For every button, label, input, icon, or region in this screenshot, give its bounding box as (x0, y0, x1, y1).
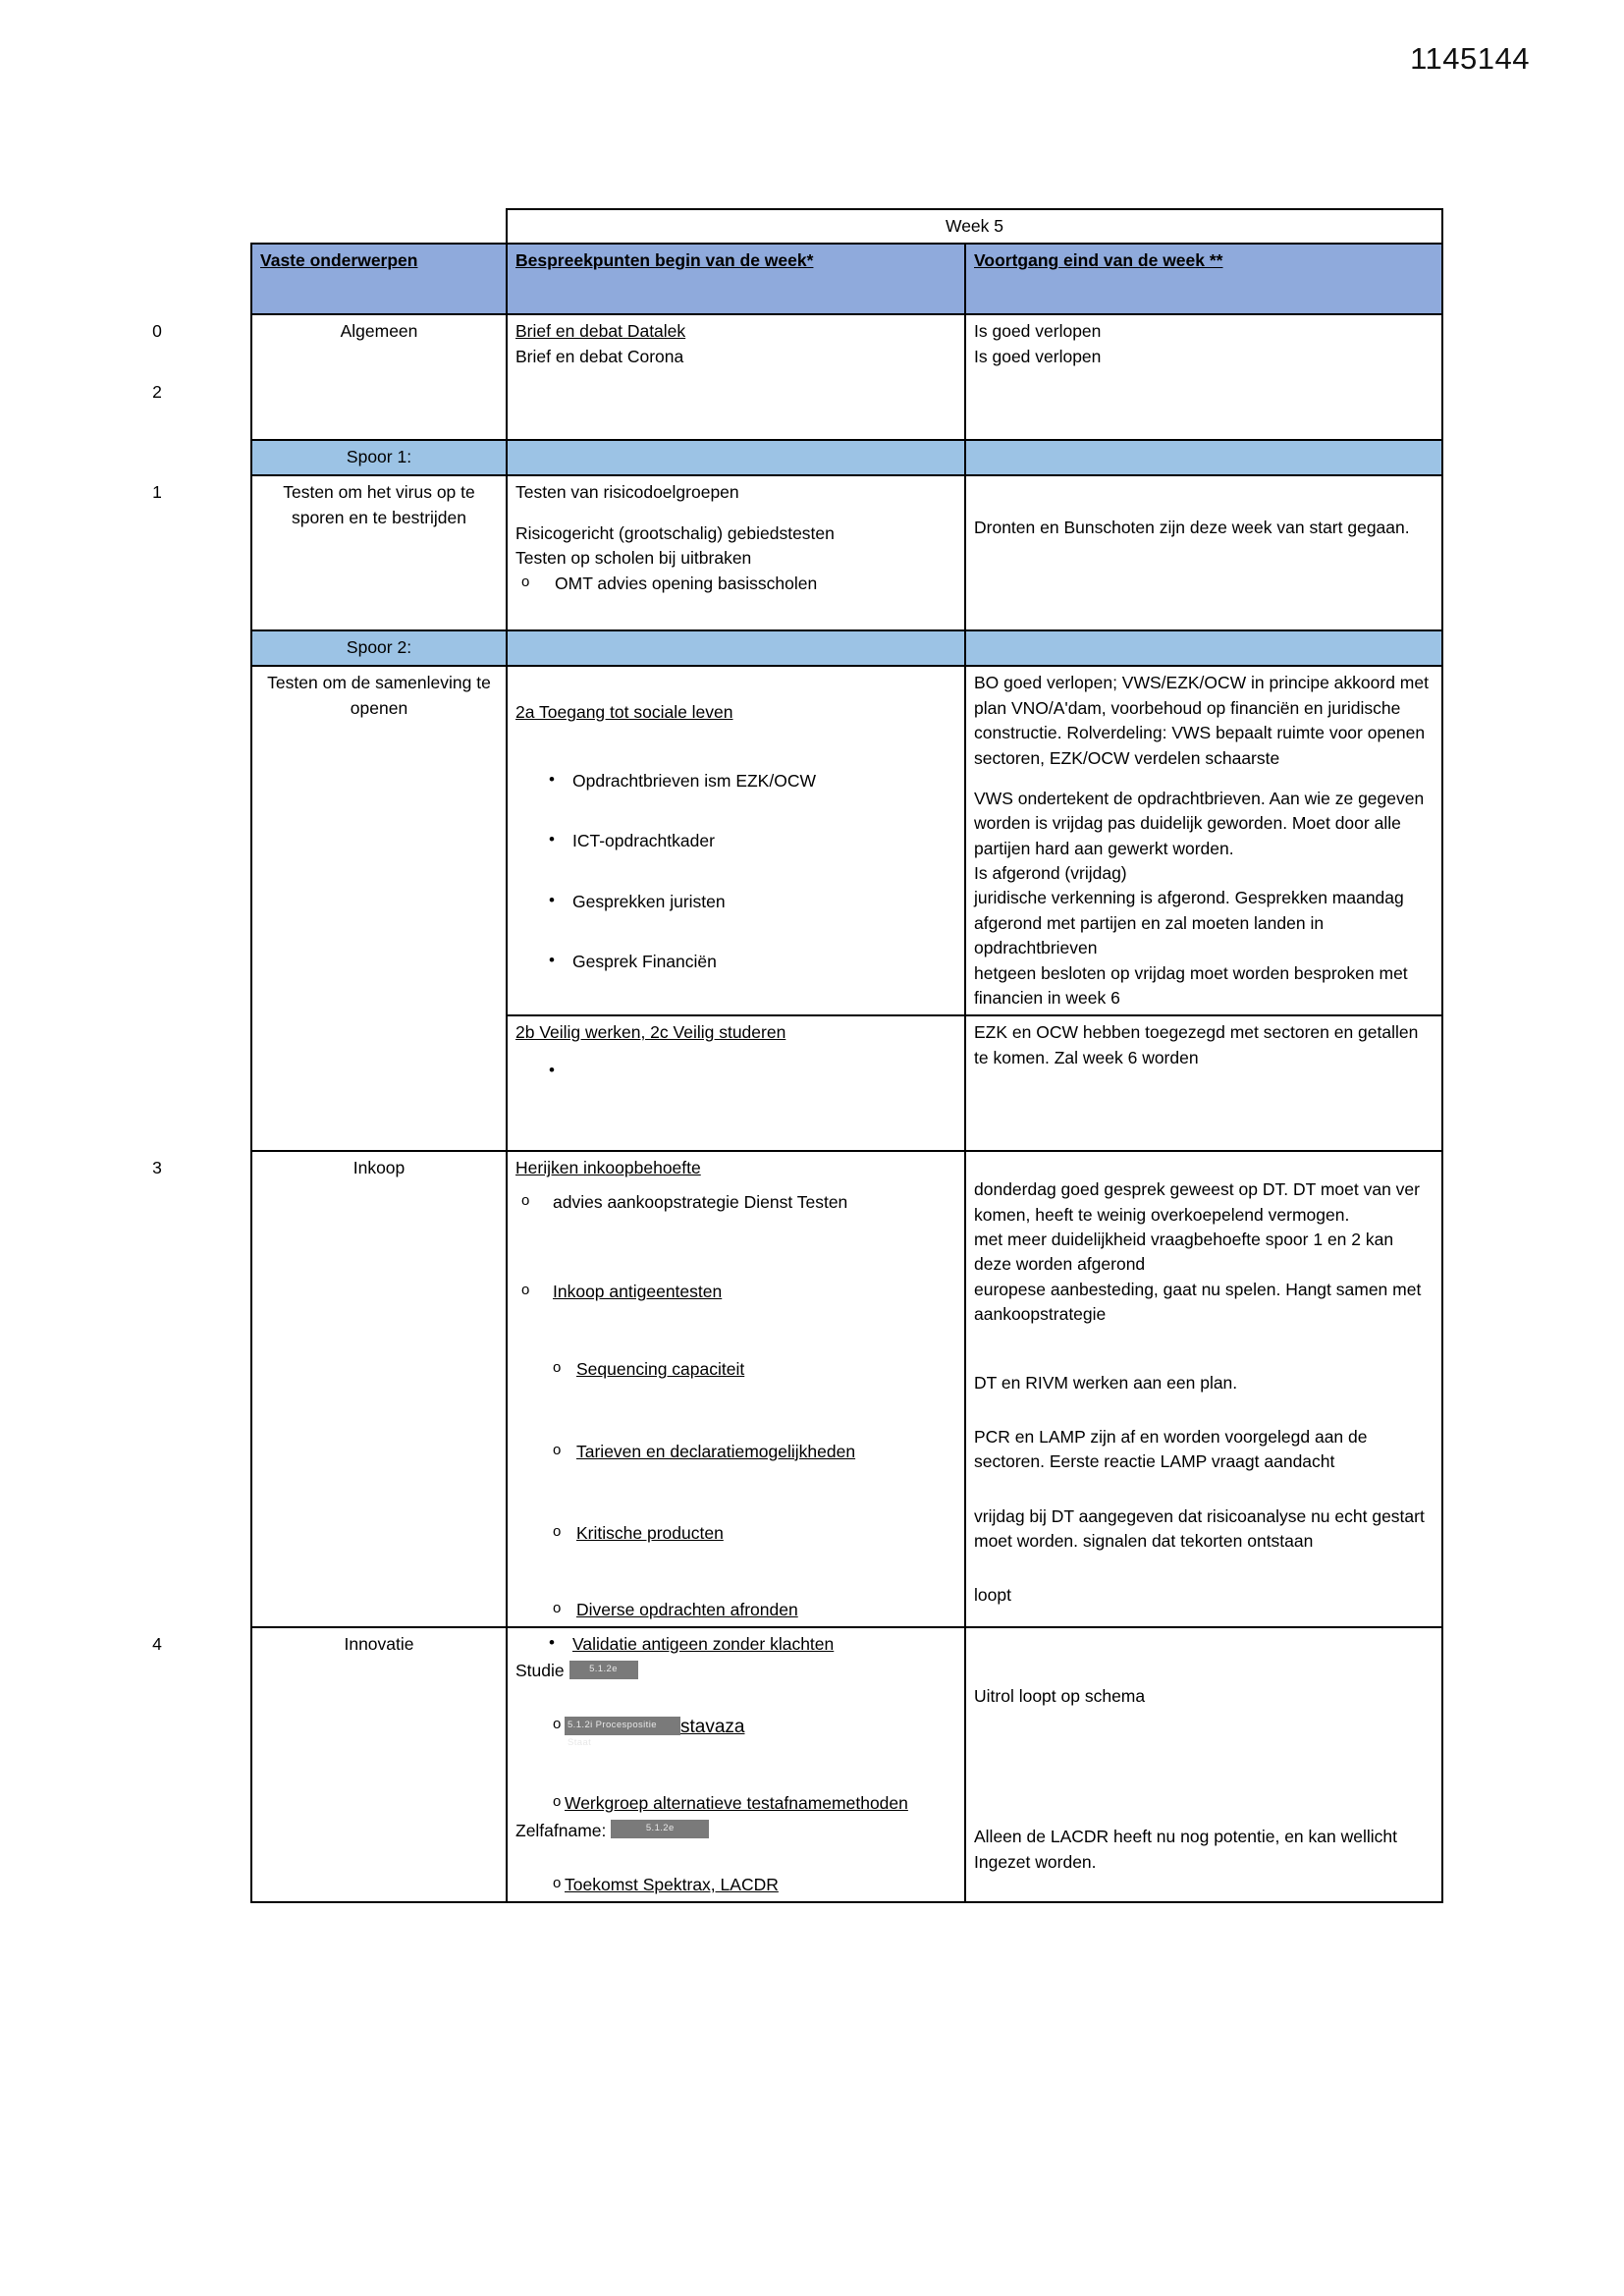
row-2a-bullet-1: ICT-opdrachtkader (572, 831, 715, 851)
row-3-progress-gap4 (974, 1554, 1434, 1583)
row-2b-discussion-cell (507, 1015, 965, 1151)
row-3-list-top (515, 1190, 956, 1305)
row-3-heading: Herijken inkoopbehoefte (515, 1158, 701, 1178)
row-3-item4: Tarieven en declaratiemogelijkheden (576, 1441, 856, 1461)
row-4-studie-label: Studie (515, 1661, 565, 1681)
row-4-progress-p1: Uitrol loopt op schema (974, 1685, 1146, 1706)
row-4-item3: Werkgroep alternatieve testafnamemethoden (565, 1793, 908, 1814)
row-4-bullet1: Validatie antigeen zonder klachten (572, 1633, 835, 1654)
list-item (515, 1714, 956, 1748)
row-1-number: 1 (152, 482, 162, 503)
row-3-progress-p1: donderdag goed gesprek geweest op DT. DT moet van ver komen, heeft te weinig overkoepelend vermogen. (974, 1179, 1420, 1225)
row-3-progress-gap2 (974, 1395, 1434, 1425)
row-0-subject-label: Algemeen (340, 321, 418, 342)
redaction-box-studie: 5.1.2e (569, 1661, 638, 1679)
row-2-number: 2 (152, 382, 162, 402)
row-4-progress-gap0 (974, 1632, 1434, 1675)
row-0-progress-cell (965, 314, 1442, 440)
row-1-subject-label: Testen om het virus op te sporen en te bestrijden (283, 482, 475, 527)
separator-spoor-2-mid (507, 630, 965, 666)
row-3-item3: Sequencing capaciteit (576, 1359, 745, 1380)
row-2a-progress-cell (965, 666, 1442, 1015)
row-2a-discussion-cell (507, 666, 965, 1015)
row-2b-progress-cell (965, 1015, 1442, 1151)
row-4-item2: stavaza (680, 1716, 745, 1737)
table-row-spoor2-a (251, 666, 1442, 1015)
row-2b-heading: 2b Veilig werken, 2c Veilig studeren (515, 1022, 786, 1043)
row-2a-progress-p1: BO goed verlopen; VWS/EZK/OCW in principe akkoord met plan VNO/A'dam, voorbehoud op financiën en juridische constructie. Rolverdeling: VWS bepaalt ruimte voor openen sectoren, EZK/OCW verdelen schaarste (974, 673, 1429, 768)
separator-row-spoor-2 (251, 630, 1442, 666)
header-voortgang (965, 244, 1442, 314)
row-0-subject-cell (152, 314, 507, 440)
row-4-subject-label: Innovatie (344, 1633, 414, 1654)
row-2-subject-label: Testen om de samenleving te openen (267, 673, 491, 718)
separator-row-spoor-1 (251, 440, 1442, 475)
row-3-progress-p3: europese aanbesteding, gaat nu spelen. Hangt samen met aankoopstrategie (974, 1279, 1422, 1325)
row-2a-progress-p2: VWS ondertekent de opdrachtbrieven. Aan wie ze gegeven worden is vrijdag pas duidelijk geworden. Moet door alle partijen hard aan gewerkt worden. (974, 788, 1425, 858)
list-item (515, 1190, 956, 1215)
list-item (515, 769, 956, 793)
row-3-progress-p6: vrijdag bij DT aangegeven dat risicoanalyse nu echt gestart moet worden. signalen dat tekorten ontstaan (974, 1505, 1425, 1551)
row-4-gap1 (515, 1684, 956, 1714)
row-4-progress-gap1b (974, 1752, 1434, 1795)
row-3-gap0 (515, 1181, 956, 1190)
list-item (515, 1598, 956, 1622)
row-1-bullet1-label: OMT advies opening basisscholen (555, 573, 818, 593)
row-4-list-2 (515, 1873, 956, 1897)
row-4-progress-gap1c (974, 1795, 1434, 1825)
row-3-discussion-cell (507, 1151, 965, 1627)
row-0-discussion-line2: Brief en debat Corona (515, 346, 684, 366)
row-1-discussion-line2: Risicogericht (grootschalig) gebiedstesten (515, 522, 835, 543)
redaction-box-zelfafname: 5.1.2e (611, 1820, 709, 1838)
row-3-progress-p2: met meer duidelijkheid vraagbehoefte spoor 1 en 2 kan deze worden afgerond (974, 1230, 1394, 1275)
row-1-gap (515, 506, 956, 521)
row-3-subject-label: Inkoop (352, 1158, 406, 1178)
row-3-progress-p5: PCR en LAMP zijn af en worden voorgelegd aan de sectoren. Eerste reactie LAMP vraagt aandacht (974, 1426, 1368, 1472)
row-3-progress-gap1 (974, 1328, 1434, 1371)
separator-spoor-2-label: Spoor 2: (251, 630, 507, 666)
row-0-progress-line2: Is goed verlopen (974, 346, 1102, 366)
list-item (515, 1357, 956, 1382)
row-1-discussion-line3: Testen op scholen bij uitbraken (515, 548, 752, 569)
row-3-item6: Diverse opdrachten afronden (576, 1599, 798, 1619)
list-item (515, 890, 956, 914)
table-row-algemeen (251, 314, 1442, 440)
row-0-progress-line1: Is goed verlopen (974, 321, 1102, 342)
list-item (515, 1632, 956, 1657)
row-4-number: 4 (152, 1633, 162, 1654)
row-2a-bullet-list (515, 769, 956, 975)
row-3-progress-cell (965, 1151, 1442, 1627)
separator-spoor-2-right (965, 630, 1442, 666)
row-2a-progress-p3: Is afgerond (vrijdag) (974, 863, 1127, 883)
row-3-list-indent (515, 1357, 956, 1622)
row-3-item2: Inkoop antigeentesten (553, 1282, 723, 1301)
header-vaste-onderwerpen (251, 244, 507, 314)
row-3-progress-p7: loopt (974, 1585, 1011, 1606)
row-3-progress-p4: DT en RIVM werken aan een plan. (974, 1372, 1238, 1393)
row-0-discussion-cell (507, 314, 965, 440)
row-4-subject-cell (152, 1627, 507, 1902)
row-2a-bullet-0: Opdrachtbrieven ism EZK/OCW (572, 770, 816, 791)
schedule-table (152, 208, 1443, 1903)
week-banner-row (251, 209, 1442, 244)
row-1-progress-cell (965, 475, 1442, 630)
week-banner-label: Week 5 (507, 209, 1442, 244)
row-1-discussion-line1: Testen van risicodoelgroepen (515, 482, 739, 503)
row-4-list-1 (515, 1714, 956, 1817)
header-bespreekpunten (507, 244, 965, 314)
row-2a-gap (515, 726, 956, 769)
row-4-studie-line (515, 1659, 956, 1683)
document-number: 1145144 (1410, 41, 1530, 76)
header-voortgang-label: Voortgang eind van de week ** (974, 250, 1223, 271)
row-4-bullet-list (515, 1632, 956, 1657)
redaction-box-procespositie: 5.1.2i Procespositie Staat (565, 1717, 680, 1735)
row-4-progress-cell (965, 1627, 1442, 1902)
row-4-item4: Toekomst Spektrax, LACDR (565, 1874, 779, 1894)
row-0-discussion-line1: Brief en debat Datalek (515, 321, 686, 342)
row-2a-progress-p4: juridische verkenning is afgerond. Gesprekken maandag afgerond met partijen en zal moeten landen in opdrachtbrieven (974, 888, 1404, 958)
separator-spoor-1-mid (507, 440, 965, 475)
row-1-subject-cell (152, 475, 507, 630)
row-1-progress-line1: Dronten en Bunschoten zijn deze week van start gegaan. (974, 518, 1410, 538)
separator-spoor-1-right (965, 440, 1442, 475)
row-3-item5: Kritische producten (576, 1523, 724, 1544)
row-2b-progress-p1: EZK en OCW hebben toegezegd met sectoren en getallen te komen. Zal week 6 worden (974, 1022, 1419, 1067)
row-3-subject-cell (152, 1151, 507, 1627)
separator-spoor-1-label: Spoor 1: (251, 440, 507, 475)
row-4-progress-p2: Alleen de LACDR heeft nu nog potentie, en kan wellicht Ingezet worden. (974, 1827, 1397, 1872)
row-2a-top-gap (515, 671, 956, 700)
row-2a-bullet-3: Gesprek Financiën (572, 951, 717, 971)
list-item (515, 1791, 956, 1816)
list-item (515, 572, 956, 596)
header-bespreekpunten-label: Bespreekpunten begin van de week* (515, 250, 814, 271)
row-2a-progress-p5: hetgeen besloten op vrijdag moet worden besproken met financien in week 6 (974, 962, 1408, 1008)
row-2a-bullet-2: Gesprekken juristen (572, 891, 726, 911)
row-4-progress-gap1 (974, 1709, 1434, 1752)
row-1-discussion-list (515, 572, 956, 596)
row-0-number: 0 (152, 321, 162, 342)
list-item (515, 829, 956, 853)
schedule-table-container (152, 208, 1441, 1903)
table-row-spoor1 (251, 475, 1442, 630)
list-item (515, 1521, 956, 1546)
week-banner-spacer (251, 209, 507, 244)
row-2a-heading: 2a Toegang tot sociale leven (515, 702, 733, 723)
table-row-innovatie (251, 1627, 1442, 1902)
row-4-gap2 (515, 1843, 956, 1873)
row-3-progress-gap3 (974, 1475, 1434, 1504)
row-4-progress-gap0b (974, 1675, 1434, 1684)
row-4-zelfafname-label: Zelfafname: (515, 1820, 607, 1840)
table-row-inkoop (251, 1151, 1442, 1627)
list-item (515, 950, 956, 974)
column-header-row (251, 244, 1442, 314)
row-2a-progress-gap1 (974, 771, 1434, 787)
list-item (515, 1440, 956, 1464)
list-item (515, 1280, 956, 1304)
header-vaste-onderwerpen-label: Vaste onderwerpen (260, 250, 418, 271)
row-1-discussion-cell (507, 475, 965, 630)
row-3-item1: advies aankoopstrategie Dienst Testen (553, 1191, 848, 1212)
list-item (515, 1873, 956, 1897)
row-4-zelfafname-line (515, 1819, 956, 1843)
row-3-number: 3 (152, 1158, 162, 1178)
row-4-discussion-cell (507, 1627, 965, 1902)
